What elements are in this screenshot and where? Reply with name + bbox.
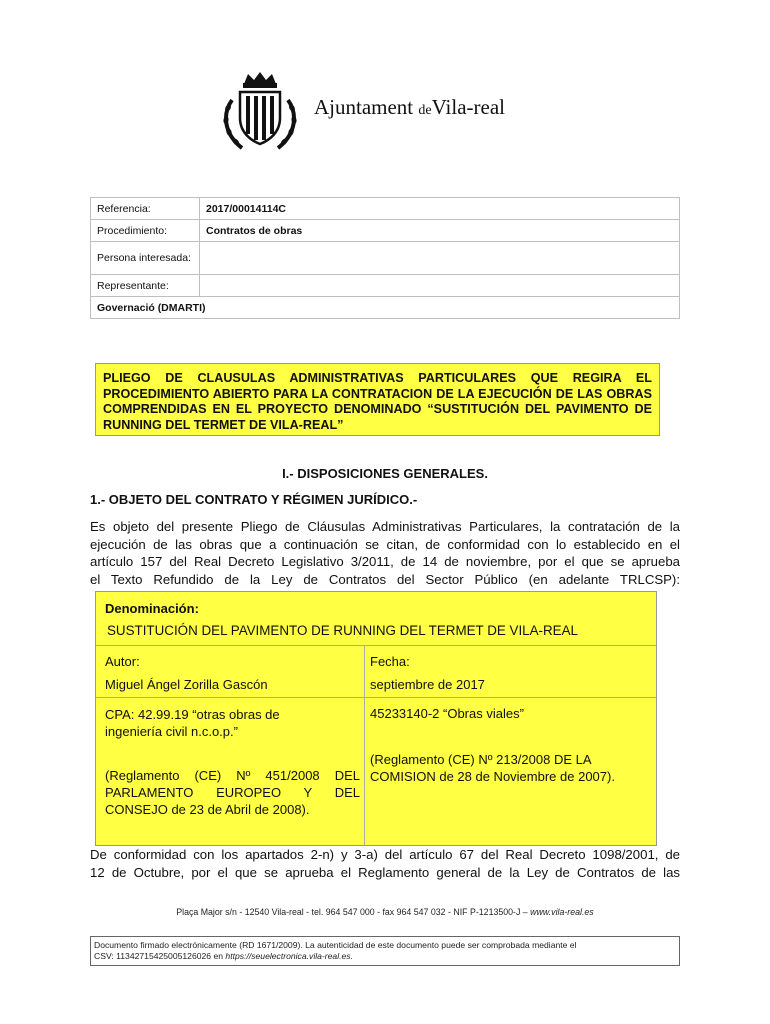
paragraph-line: ejecución de las obras que a continuación se citan, de conformidad con lo establecido en el <box>90 536 680 552</box>
closing-paragraph <box>90 846 680 881</box>
denominacion-value: SUSTITUCIÓN DEL PAVIMENTO DE RUNNING DEL TERMET DE VILA-REAL <box>107 623 578 638</box>
signature-line: Documento firmado electrónicamente (RD 1671/2009). La autenticidad de este documento puede ser comprobada mediante el <box>94 940 577 950</box>
paragraph-line: 12 de Octubre, por el que se aprueba el Reglamento general de la Ley de Contratos de las <box>90 864 680 880</box>
cpa-line: CPA: 42.99.19 “otras obras de <box>105 707 280 722</box>
paragraph-line: De conformidad con los apartados 2-n) y 3-a) del artículo 67 del Real Decreto 1098/2001, de <box>90 847 680 862</box>
cpv-reg-line: COMISION de 28 de Noviembre de 2007). <box>370 769 615 784</box>
table-row <box>91 275 680 297</box>
fecha-value: septiembre de 2017 <box>370 677 485 692</box>
cpv-code: 45233140-2 “Obras viales” <box>370 706 524 721</box>
fecha-label: Fecha: <box>370 654 410 669</box>
procedimiento-value: Contratos de obras <box>200 220 680 242</box>
table-row <box>91 297 680 319</box>
table-row <box>91 198 680 220</box>
signature-line <box>94 951 676 962</box>
department-label: Governació (DMARTI) <box>91 297 680 319</box>
coat-of-arms-logo <box>218 70 302 154</box>
cpa-reg-line: CONSEJO de 23 de Abril de 2008). <box>105 802 310 817</box>
paragraph-line: el Texto Refundido de la Ley de Contratos del Sector Público (en adelante TRLCSP): <box>90 571 680 587</box>
cpv-regulation <box>370 751 615 785</box>
reference-table <box>90 197 680 319</box>
persona-value <box>200 242 680 275</box>
footer-address <box>0 907 770 917</box>
subsection-heading: 1.- OBJETO DEL CONTRATO Y RÉGIMEN JURÍDICO.- <box>90 492 418 507</box>
paragraph-line: artículo 157 del Real Decreto Legislativo 3/2011, de 14 de noviembre, por el que se aprueba <box>90 554 680 570</box>
csv-code: CSV: 11342715425005126026 en <box>94 951 224 961</box>
referencia-value: 2017/00014114C <box>200 198 680 220</box>
organization-name <box>314 95 505 120</box>
electronic-signature-box <box>90 936 680 966</box>
denominacion-label: Denominación: <box>105 601 199 616</box>
document-title-box: PLIEGO DE CLAUSULAS ADMINISTRATIVAS PARTICULARES QUE REGIRA EL PROCEDIMIENTO ABIERTO PARA LA CONTRATACION DE LA EJECUCIÓN DE LAS OBRAS COMPRENDIDAS EN EL PROYECTO DENOMINADO “SUSTITUCIÓN DEL PAVIMENTO DE RUNNING DEL TERMET DE VILA-REAL” <box>95 363 660 436</box>
procedimiento-label: Procedimiento: <box>91 220 200 242</box>
representante-value <box>200 275 680 297</box>
cpa-reg-line: (Reglamento (CE) Nº 451/2008 DEL <box>105 768 360 783</box>
section-heading: I.- DISPOSICIONES GENERALES. <box>282 466 488 481</box>
cpa-regulation <box>105 767 360 818</box>
cpv-reg-line: (Reglamento (CE) Nº 213/2008 DE LA <box>370 752 592 767</box>
autor-value: Miguel Ángel Zorilla Gascón <box>105 677 268 692</box>
representante-label: Representante: <box>91 275 200 297</box>
cpa-reg-line: PARLAMENTO EUROPEO Y DEL <box>105 785 360 800</box>
website-link[interactable]: www.vila-real.es <box>530 907 594 917</box>
table-row <box>91 220 680 242</box>
divider <box>96 697 656 698</box>
paragraph-line: Es objeto del presente Pliego de Cláusulas Administrativas Particulares, la contratación de la <box>90 519 680 534</box>
autor-label: Autor: <box>105 654 140 669</box>
cpa-code <box>105 706 280 740</box>
persona-label: Persona interesada: <box>91 242 200 275</box>
cpa-line: ingeniería civil n.c.o.p.” <box>105 724 238 739</box>
org-name-place: Vila-real <box>431 95 505 119</box>
table-row <box>91 242 680 275</box>
org-name-de: de <box>418 103 432 118</box>
org-name-main: Ajuntament <box>314 95 414 119</box>
divider <box>96 645 656 646</box>
intro-paragraph <box>90 518 680 588</box>
referencia-label: Referencia: <box>91 198 200 220</box>
divider <box>364 645 365 845</box>
verification-link[interactable]: https://seuelectronica.vila-real.es. <box>225 951 353 961</box>
address-text: Plaça Major s/n - 12540 Vila-real - tel. 964 547 000 - fax 964 547 032 - NIF P-1213500-J – <box>176 907 528 917</box>
denomination-table <box>95 591 657 846</box>
